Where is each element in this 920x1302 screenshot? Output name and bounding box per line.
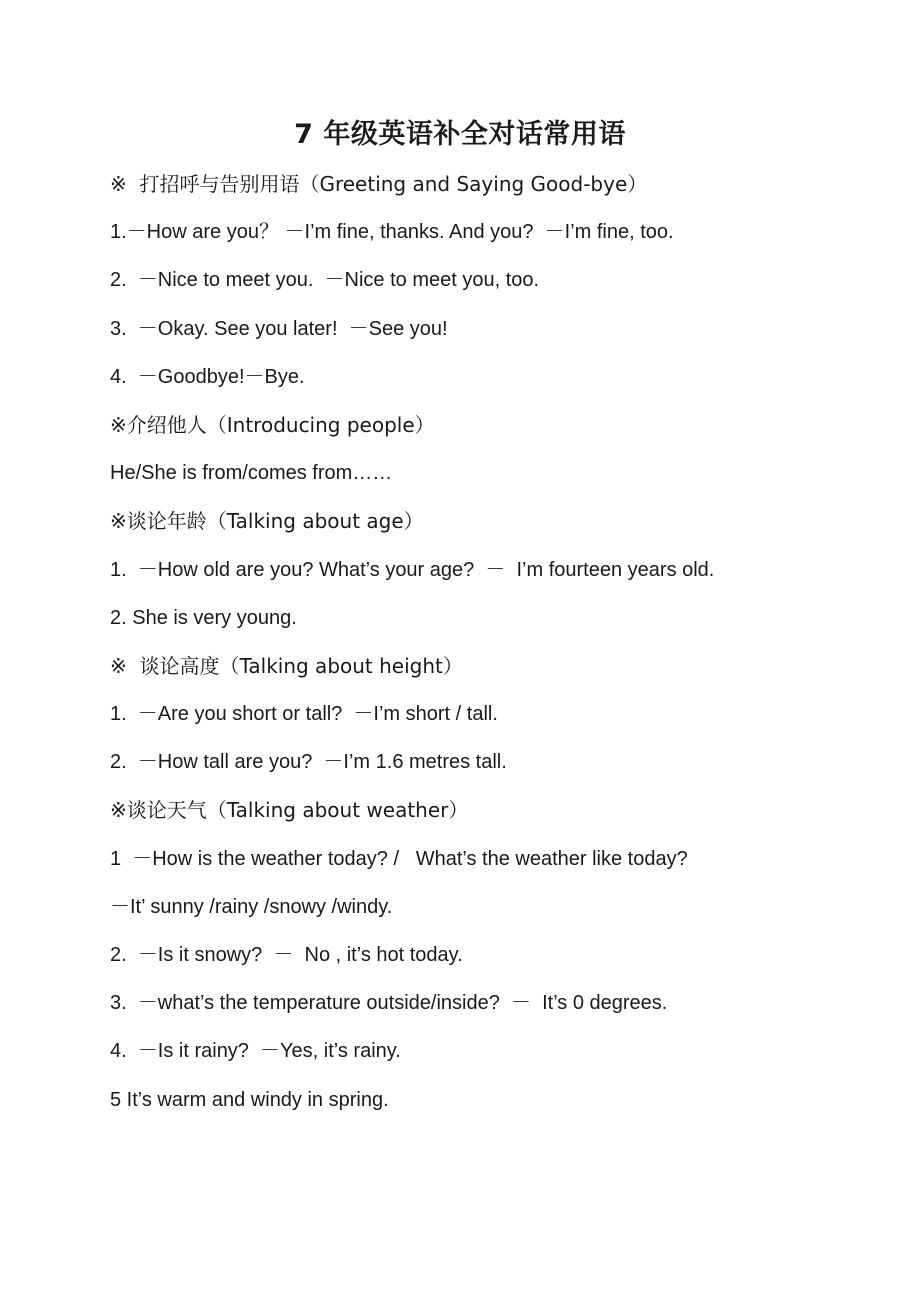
section-heading-height: ※ 谈论高度（Talking about height） (110, 653, 463, 678)
section-heading-age: ※谈论年龄（Talking about age） (110, 509, 424, 534)
dialogue-line: 1.－How are you？ －I’m fine, thanks. And you? －I’m fine, too. (110, 221, 674, 244)
dialogue-line: 2. She is very young. (110, 606, 297, 629)
section-heading-weather: ※谈论天气（Talking about weather） (110, 798, 469, 823)
dialogue-line: 2. －How tall are you? －I’m 1.6 metres tall. (110, 751, 507, 774)
dialogue-line: 5 It’s warm and windy in spring. (110, 1088, 389, 1111)
dialogue-line: 4. －Is it rainy? －Yes, it’s rainy. (110, 1040, 401, 1063)
dialogue-line: 1 －How is the weather today? / What’s the weather like today? (110, 847, 688, 870)
section-heading-introducing: ※介绍他人（Introducing people） (110, 412, 435, 437)
dialogue-line: 3. －what’s the temperature outside/inside? － It’s 0 degrees. (110, 992, 668, 1015)
section-heading-greeting: ※ 打招呼与告别用语（Greeting and Saying Good-bye） (110, 172, 648, 196)
dialogue-line: 2. －Nice to meet you. －Nice to meet you, too. (110, 269, 540, 292)
dialogue-line: 3. －Okay. See you later! －See you! (110, 317, 448, 340)
document-title: 7 年级英语补全对话常用语 (294, 119, 626, 150)
dialogue-line: －It’ sunny /rainy /snowy /windy. (110, 895, 393, 918)
document-body (110, 164, 900, 1128)
dialogue-line: 2. －Is it snowy? － No , it’s hot today. (110, 944, 463, 966)
dialogue-line: 1. －How old are you? What’s your age? － I’m fourteen years old. (110, 558, 715, 581)
dialogue-line: 4. －Goodbye!－Bye. (110, 365, 305, 388)
dialogue-line: 1. －Are you short or tall? －I’m short / tall. (110, 703, 498, 726)
dialogue-line: He/She is from/comes from…… (110, 462, 393, 485)
